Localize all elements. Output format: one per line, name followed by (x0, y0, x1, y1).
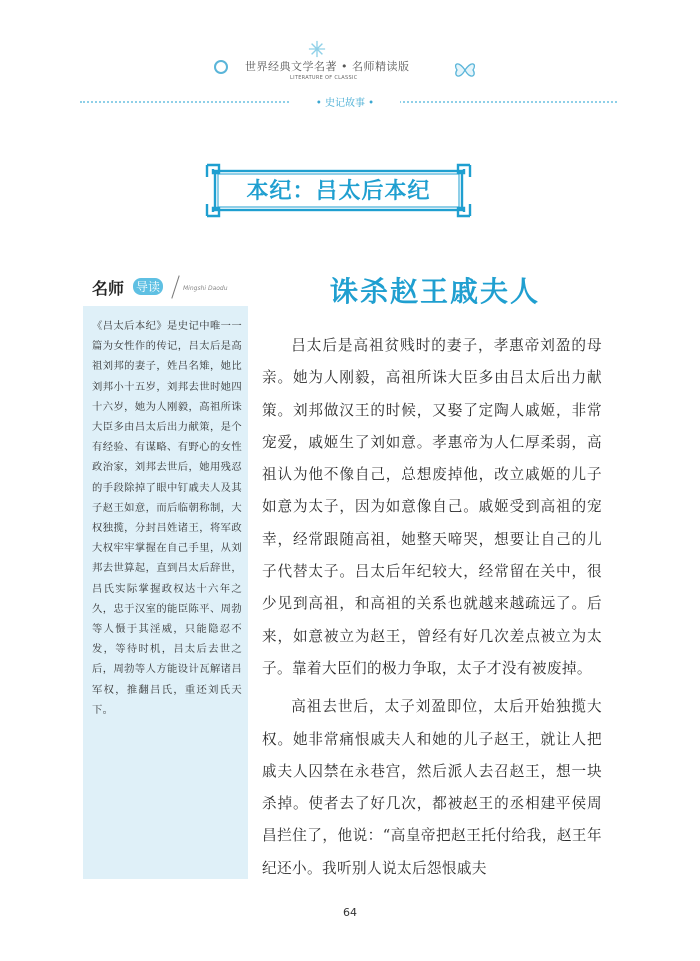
article-body (262, 330, 602, 891)
guide-badge: 名师 (92, 279, 125, 298)
guide-badge-en: Mingshi Daodu (183, 285, 228, 292)
page-number: 64 (343, 906, 357, 919)
article-paragraph: 吕太后是高祖贫贱时的妻子，孝惠帝刘盈的母亲。她为人刚毅，高祖所诛大臣多由吕太后出力献策。刘邦做汉王的时候，又娶了定陶人戚姬，非常宠爱，戚姬生了刘如意。孝惠帝为人仁厚柔弱，高祖认为他不像自己，总想废掉他，改立戚姬的儿子如意为太子，因为如意像自己。戚姬受到高祖的宠幸，经常跟随高祖，她整天啼哭，想要让自己的儿子代替太子。吕太后年纪较大，经常留在关中，很少见到高祖，和高祖的关系也就越来越疏远了。后来，如意被立为赵王，曾经有好几次差点被立为太子。靠着大臣们的极力争取，太子才没有被废掉。 (262, 337, 602, 677)
guide-text: 《吕太后本纪》是史记中唯一一篇为女性作的传记，吕太后是高祖刘邦的妻子，姓吕名雉，她比刘邦小十五岁，刘邦去世时她四十六岁，她为人刚毅，高祖所诛大臣多由吕太后出力献策，是个有经验、有谋略、有野心的女性政治家，刘邦去世后，她用残忍的手段除掉了眼中钉戚夫人及其子赵王如意，而后临朝称制，大权独揽，分封吕姓诸王，将军政大权牢牢掌握在自己手里，从刘邦去世算起，直到吕太后辞世，吕氏实际掌握政权达十六年之久，忠于汉室的能臣陈平、周勃等人慑于其淫威，只能隐忍不发，等待时机，吕太后去世之后，周勃等人方能设计瓦解诸吕军权，推翻吕氏，重还刘氏天下。 (92, 320, 242, 716)
series-title: 世界经典文学名著 • 名师精读版 (245, 60, 410, 73)
snowflake-icon (308, 40, 326, 58)
teacher-guide-header (83, 273, 248, 307)
guide-badge-accent: 导读 (133, 278, 163, 295)
article-paragraph: 高祖去世后，太子刘盈即位，太后开始独揽大权。她非常痛恨戚夫人和她的儿子赵王，就让人把戚夫人囚禁在永巷宫，然后派人去召赵王，想一块杀掉。使者去了好几次，都被赵王的丞相建平侯周昌拦住了，他说：“高皇帝把赵王托付给我，赵王年纪还小。我听别人说太后怨恨戚夫 (262, 698, 602, 877)
article-title: 诛杀赵王戚夫人 (329, 275, 540, 308)
series-subtitle: LITERATURE OF CLASSIC (290, 75, 358, 81)
header-bullet-icon (214, 60, 228, 74)
divider-slash (171, 275, 179, 298)
chapter-title-frame (205, 163, 472, 218)
chapter-title: 本纪：吕太后本纪 (246, 179, 431, 204)
section-label: • 史记故事 • (290, 94, 400, 109)
butterfly-icon (452, 58, 478, 82)
